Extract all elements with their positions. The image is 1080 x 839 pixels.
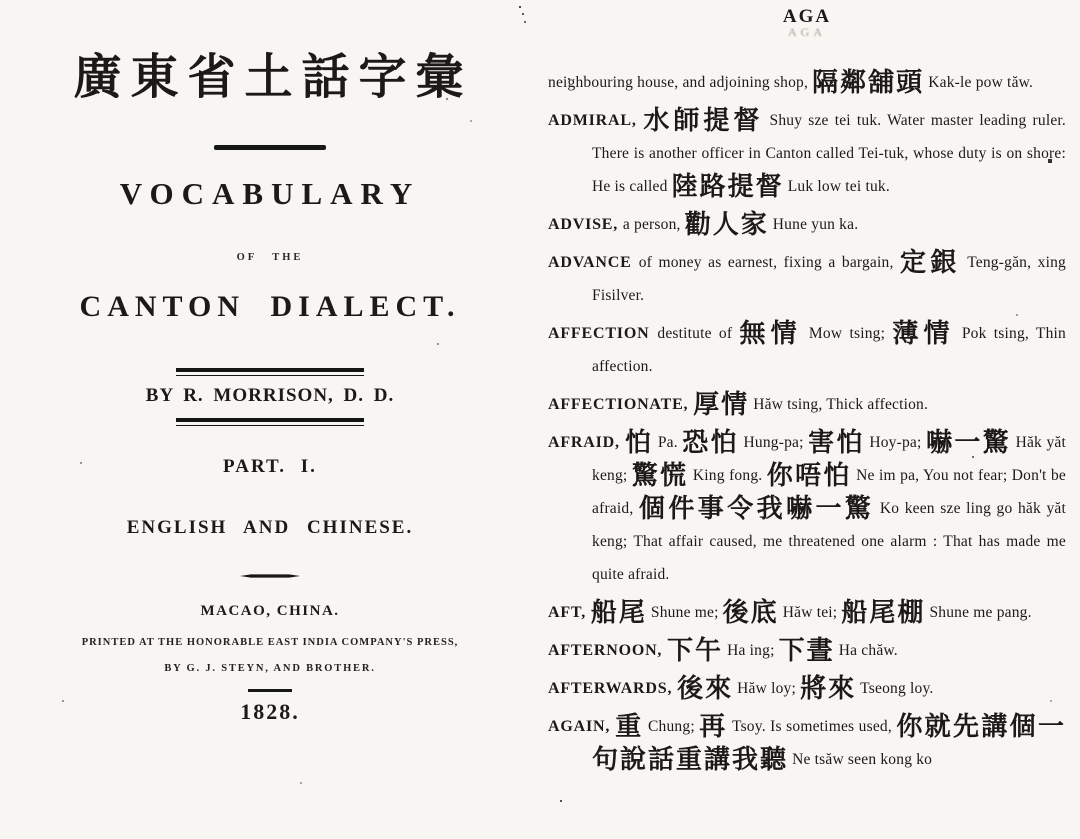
chinese-text: 厚情 (693, 390, 750, 420)
part-label: PART. I. (223, 456, 317, 477)
english-text: Ne tsăw seen kong ko (788, 751, 933, 768)
chinese-text: 再 (699, 712, 728, 742)
dictionary-entry (548, 208, 1066, 241)
english-text: Pok tsing, Thin affection. (592, 325, 1066, 375)
short-rule (248, 689, 292, 692)
entry-headword: ADVANCE (548, 254, 639, 271)
double-rule (176, 418, 364, 426)
english-text: Hoy-pa; (864, 434, 926, 451)
dictionary-entry (548, 66, 1066, 99)
entry-headword: AFT, (548, 604, 591, 621)
english-text: Mow tsing; (801, 325, 893, 342)
dictionary-entry (548, 672, 1066, 705)
english-text: a person, (622, 216, 685, 233)
chinese-text: 怕 (625, 428, 654, 458)
chinese-text: 你唔怕 (766, 461, 852, 491)
english-text: Hăw loy; (733, 680, 801, 697)
entry-headword: AFRAID, (548, 434, 625, 451)
english-text: Hung-pa; (739, 434, 809, 451)
dictionary-entry (548, 104, 1066, 203)
double-rule (176, 368, 364, 376)
chinese-text: 陸路提督 (671, 172, 784, 202)
publication-year: 1828. (240, 699, 300, 724)
chinese-text: 驚慌 (631, 461, 689, 491)
english-text: Ha chăw. (834, 642, 898, 659)
dictionary-entry (548, 634, 1066, 667)
english-text: Ne im pa, You not fear; Don't be afraid, (592, 467, 1066, 517)
dictionary-entry (548, 710, 1066, 776)
english-text: Hăw tei; (778, 604, 842, 621)
running-head-bleedthrough: AGA (788, 25, 826, 39)
running-head: AGA (782, 6, 832, 27)
chinese-text: 下晝 (778, 636, 835, 666)
entry-headword: AFTERWARDS, (548, 680, 678, 697)
chinese-text: 水師提督 (643, 106, 764, 136)
dictionary-entry (548, 388, 1066, 421)
chinese-text: 船尾棚 (841, 598, 926, 628)
paper-specks (0, 0, 2, 2)
imprint-line-2: BY G. J. STEYN, AND BROTHER. (164, 663, 376, 674)
english-text: Ha ing; (723, 642, 779, 659)
diamond-rule (240, 573, 300, 579)
entry-headword: AGAIN, (548, 718, 616, 735)
english-text: Hăw tsing, Thick affection. (749, 396, 929, 413)
chinese-text: 害怕 (808, 428, 865, 458)
chinese-text: 隔鄰舖頭 (812, 68, 925, 98)
book-subtitle: CANTON DIALECT. (79, 290, 461, 323)
dictionary-entry (548, 596, 1066, 629)
place-line: MACAO, CHINA. (200, 603, 340, 619)
entry-headword: ADVISE, (548, 216, 623, 233)
chinese-text: 嚇一驚 (925, 428, 1012, 458)
english-text: Kak-le pow tăw. (924, 74, 1034, 91)
english-text: Hune yun ka. (768, 216, 859, 233)
chinese-text: 你就先講個一句說話重講我聽 (592, 712, 1066, 775)
english-text: Tseong loy. (856, 680, 934, 697)
chinese-text: 後來 (677, 674, 734, 704)
english-text: Shune me pang. (925, 604, 1032, 621)
english-text: King fong. (688, 467, 767, 484)
english-text: Teng-găn, xing Fisilver. (592, 254, 1066, 304)
dictionary-entry (548, 426, 1066, 591)
chinese-text: 勸人家 (684, 210, 769, 240)
english-text: Tsoy. Is sometimes used, (727, 718, 897, 735)
chinese-text: 後底 (722, 598, 779, 628)
entry-headword: AFFECTIONATE, (548, 396, 694, 413)
chinese-text: 個件事令我嚇一驚 (638, 494, 875, 524)
dictionary-entry (548, 317, 1066, 383)
english-text: destitute of (657, 325, 740, 342)
english-text: Pa. (653, 434, 683, 451)
chinese-text: 重 (615, 712, 644, 742)
divider-rule (214, 145, 326, 150)
entry-headword: AFFECTION (548, 325, 658, 342)
chinese-text: 將來 (800, 674, 857, 704)
english-text: Luk low tei tuk. (783, 178, 890, 195)
dictionary-entry (548, 246, 1066, 312)
english-text: Shune me; (646, 604, 723, 621)
chinese-title: 廣東省土話字彙 (73, 51, 473, 104)
author-byline: BY R. MORRISON, D. D. (145, 385, 395, 406)
entry-headword: ADMIRAL, (548, 112, 644, 129)
chinese-text: 船尾 (590, 598, 647, 628)
chinese-text: 無情 (739, 319, 802, 349)
dictionary-page (540, 0, 1080, 839)
chinese-text: 定銀 (900, 248, 961, 278)
english-text: neighbouring house, and adjoining shop, (548, 74, 813, 91)
english-text: of money as earnest, fixing a bargain, (638, 254, 900, 271)
languages-label: ENGLISH AND CHINESE. (126, 517, 414, 538)
english-text: Hăk yăt keng; (592, 434, 1066, 484)
chinese-text: 下午 (667, 636, 724, 666)
imprint-line-1: PRINTED AT THE HONORABLE EAST INDIA COMPANY'S PRESS, (81, 637, 459, 648)
entry-headword: AFTERNOON, (548, 642, 668, 659)
of-the-label: OF THE (236, 252, 304, 263)
chinese-text: 薄情 (892, 319, 955, 349)
chinese-text: 恐怕 (682, 428, 740, 458)
book-title: VOCABULARY (119, 176, 421, 211)
entries (548, 66, 1066, 776)
english-text: Ko keen sze ling go hăk yăt keng; That affair caused, me threatened one alarm : That has made me quite afraid. (592, 500, 1066, 583)
english-text: Chung; (643, 718, 700, 735)
english-text: Shuy sze tei tuk. Water master leading ruler. There is another officer in Canton called Tei-tuk, whose duty is on shore: He is called (592, 112, 1066, 195)
